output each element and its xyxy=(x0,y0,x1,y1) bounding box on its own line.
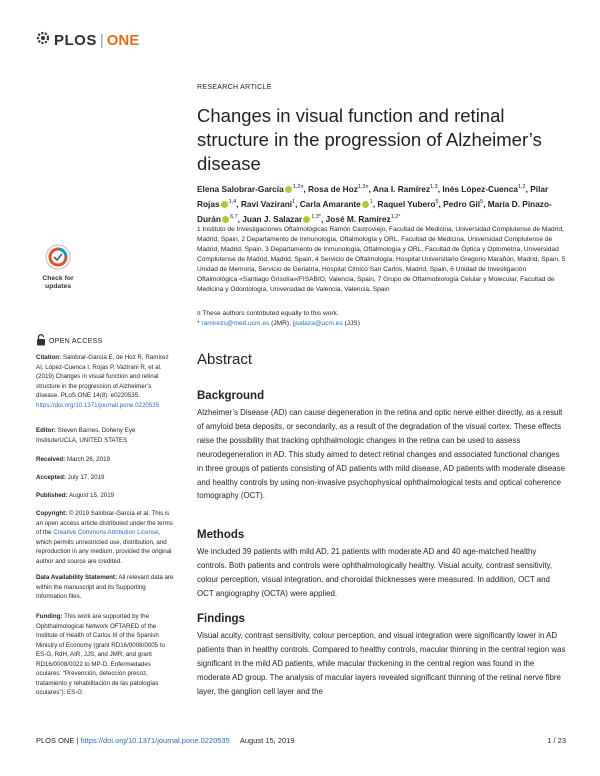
plos-one-logo[interactable] xyxy=(36,30,139,50)
author-separator: , xyxy=(236,198,241,209)
published-label: Published: xyxy=(36,492,68,499)
author-affiliation-marker: 6,7 xyxy=(229,213,238,220)
plos-logo-icon xyxy=(36,31,50,50)
author-name[interactable]: Ravi Vazirani xyxy=(240,198,293,209)
author-affiliation-marker: 1,2¤ xyxy=(292,184,304,190)
author-separator: , xyxy=(483,198,488,209)
author-separator: , xyxy=(437,183,443,194)
copyright-block xyxy=(36,509,174,566)
footer-journal: PLOS ONE xyxy=(36,736,75,745)
logo-one-text: ONE xyxy=(106,31,140,49)
author-name[interactable]: Juan J. Salazar xyxy=(242,213,303,224)
accepted-text: July 17, 2019 xyxy=(65,474,105,481)
received-label: Received: xyxy=(36,456,66,463)
methods-heading: Methods xyxy=(197,529,245,541)
citation-label: Citation: xyxy=(36,354,62,361)
background-text: Alzheimer’s Disease (AD) can cause degeneration in the retina and optic nerve either directly, as a result of amyloid beta deposits, or secondarily, as a result of the degradation of the visual cortex. These effects raise the possibility that tracking ophthalmologic changes in the retina can be used to assess neurodegeneration in AD. This study aimed to detect retinal changes and associated functional changes in three groups of patients consisting of AD patients with mild disease, AD patients with moderate disease and healthy controls by using non-invasive psychophysical ophthalmological tests and optical coherence tomography (OCT). xyxy=(197,408,565,501)
copyright-pre: © 2019 Salobrar-García et al. This is an open access article distributed under the terms of the xyxy=(36,510,173,536)
findings-text: Visual acuity, contrast sensitivity, colour perception, and visual integration were significantly lower in AD patients than in healthy controls. Compared to healthy controls, macular thinning in the central region was significant in the mild AD patients, while macular thickening in the central region was found in the moderate AD group. The analysis of macular layers revealed significant thinning of the retinal nerve fibre layer, the ganglion cell layer and the xyxy=(197,631,566,696)
email-link-jjs[interactable]: jjsalaza@ucm.es xyxy=(292,320,343,327)
data-availability-label: Data Availability Statement: xyxy=(36,574,118,581)
equal-contribution-note: ¤ These authors contributed equally to this work. xyxy=(197,310,339,317)
author-name[interactable]: José M. Ramírez xyxy=(325,213,391,224)
check-line1: Check for xyxy=(42,275,74,282)
page-number: 1 / 23 xyxy=(547,736,566,745)
accepted-block xyxy=(36,473,174,483)
data-availability-block xyxy=(36,573,174,602)
open-access-badge xyxy=(36,334,102,348)
citation-doi-link[interactable]: https://doi.org/10.1371/journal.pone.0220535 xyxy=(36,401,160,409)
corr-mid: (JMR); xyxy=(269,320,293,327)
author-name[interactable]: Inés López-Cuenca xyxy=(442,183,518,194)
citation-text: Salobrar-García E, de Hoz R, Ramírez AI, López-Cuenca I, Rojas P, Vazirani R, et al. (2019) Changes in visual function and retinal structure in the progression of Alzheimer’s disease. PLoS ONE 14(8): e0220535. xyxy=(36,354,169,399)
author-separator: , xyxy=(525,183,531,194)
author-affiliation-marker: 1,3* xyxy=(311,213,322,220)
page-footer xyxy=(36,736,566,745)
orcid-icon[interactable] xyxy=(285,186,292,193)
funding-text: This work are supported by the Ophthalmological Network OFTARED of the Institute of Health of Carlos III of the Spanish Ministry of Economy (grant RD16/0008/0005 to ES-G, RdH, AIR, JJS, and JMR; and grant RD16/0008/0022 to MP-D. Enfermedades oculares: “Prevención, detección precoz, tratamiento y rehabilitación de las patologías oculares”). ES-G xyxy=(36,613,165,696)
editor-label: Editor: xyxy=(36,427,56,434)
copyright-label: Copyright: xyxy=(36,510,68,517)
orcid-icon[interactable] xyxy=(222,216,229,223)
author-separator: , xyxy=(303,183,309,194)
orcid-icon[interactable] xyxy=(303,216,310,223)
open-access-label: OPEN ACCESS xyxy=(49,337,103,345)
orcid-icon[interactable] xyxy=(221,201,228,208)
author-notes xyxy=(197,309,567,329)
author-name[interactable]: Pilar Rojas xyxy=(197,183,549,209)
article-title: Changes in visual function and retinal structure in the progression of Alzheimer’s disease xyxy=(197,105,542,174)
logo-separator: | xyxy=(99,31,104,49)
corr-end: (JJS) xyxy=(342,320,360,327)
check-for-updates-icon xyxy=(45,257,71,274)
author-separator: , xyxy=(321,213,326,224)
author-name[interactable]: Carla Amarante xyxy=(299,198,361,209)
open-lock-icon xyxy=(36,334,46,348)
background-heading: Background xyxy=(197,390,265,402)
check-for-updates-badge[interactable] xyxy=(36,244,80,290)
methods-text: We included 39 patients with mild AD, 21 patients with moderate AD and 40 age-matched healthy controls. Both patients and controls were ophthalmologically healthy. Visual acuity, contrast sensitivity, colour perception, visual integration, and choroidal thicknesses were measured. In addition, OCT and OCT angiography (OCTA) were applied. xyxy=(197,547,553,598)
author-affiliation-marker: 5 xyxy=(480,198,484,205)
author-separator: , xyxy=(237,213,243,224)
data-availability-text: All relevant data are within the manuscript and its Supporting Information files. xyxy=(36,574,174,600)
author-name[interactable]: Ana I. Ramírez xyxy=(372,183,431,194)
footer-doi-link[interactable]: https://doi.org/10.1371/journal.pone.0220535 xyxy=(80,736,230,745)
author-separator: , xyxy=(372,198,378,209)
orcid-icon[interactable] xyxy=(362,201,369,208)
affiliations: 1 Instituto de Investigaciones Oftalmológicas Ramón Castroviejo, Facultad de Medicina, Universidad Complutense de Madrid, Madrid, Spain, 2 Departamento de Inmunología, Oftalmología y ORL, Facultad de Medicina, Universidad Complutense de Madrid, Madrid, Spain, 3 Departamento de Inmunología, Oftalmología y ORL, Facultad de Óptica y Optometría, Universidad Complutense de Madrid, Madrid, Spain, 4 Servicio de Oftalmología, Hospital Universitario Gregorio Marañón, Madrid, Spain, 5 Unidad de Memoria, Servicio de Geriatría, Hospital Clínico San Carlos, Madrid, Spain, 6 Unidad de Investigación Oftalmológica «Santiago Grisolía»/FISABIO, Valencia, Spain, 7 Grupo de Oftalmobiología Celular y Molecular, Facultad de Medicina y Odontología, Universidad de Valencia, Valencia, Spain xyxy=(197,226,566,293)
author-name[interactable]: Elena Salobrar-García xyxy=(197,183,284,194)
footer-citation xyxy=(36,736,295,745)
received-block xyxy=(36,455,174,465)
citation-block xyxy=(36,353,174,410)
author-list xyxy=(197,181,567,225)
corresponding-note xyxy=(197,319,567,329)
author-separator: , xyxy=(368,183,373,194)
author-affiliation-marker: 1 xyxy=(292,198,296,205)
article-type: RESEARCH ARTICLE xyxy=(197,84,272,91)
editor-text: Steven Barnes, Doheny Eye Institute/UCLA, UNITED STATES xyxy=(36,427,136,444)
copyright-post: , which permits unrestricted use, distribution, and reproduction in any medium, provided the original author and source are credited. xyxy=(36,529,172,565)
author-name[interactable]: Raquel Yubero xyxy=(377,198,436,209)
author-name[interactable]: María D. Pinazo-Durán xyxy=(197,198,552,224)
author-name[interactable]: Pedro Gil xyxy=(443,198,481,209)
findings-heading: Findings xyxy=(197,613,245,625)
logo-plos-text: PLOS xyxy=(54,31,97,49)
corr-prefix: * xyxy=(197,320,202,327)
author-affiliation-marker: 1,2 xyxy=(517,184,526,190)
received-text: March 26, 2019 xyxy=(65,456,110,463)
abstract-heading: Abstract xyxy=(197,351,253,368)
published-block xyxy=(36,491,174,501)
check-line2: updates xyxy=(44,283,72,290)
funding-label: Funding: xyxy=(36,613,63,620)
editor-block xyxy=(36,426,174,445)
author-affiliation-marker: 1,4 xyxy=(228,198,237,205)
author-separator: , xyxy=(295,198,300,209)
author-separator: , xyxy=(438,198,444,209)
funding-block xyxy=(36,612,174,698)
author-affiliation-marker: 1,2* xyxy=(390,213,401,220)
accepted-label: Accepted: xyxy=(36,474,66,481)
email-link-jmr[interactable]: ramirezs@med.ucm.es xyxy=(201,320,270,327)
author-affiliation-marker: 1,3 xyxy=(430,184,438,190)
author-name[interactable]: Rosa de Hoz xyxy=(308,183,358,194)
author-affiliation-marker: 5 xyxy=(435,198,439,205)
footer-date: August 15, 2019 xyxy=(239,736,295,745)
cc-license-link[interactable]: Creative Commons Attribution License xyxy=(53,529,159,536)
published-text: August 15, 2019 xyxy=(67,492,115,499)
footer-sep: | xyxy=(74,736,81,745)
author-affiliation-marker: 1 xyxy=(369,198,373,205)
author-affiliation-marker: 1,3¤ xyxy=(357,184,369,190)
